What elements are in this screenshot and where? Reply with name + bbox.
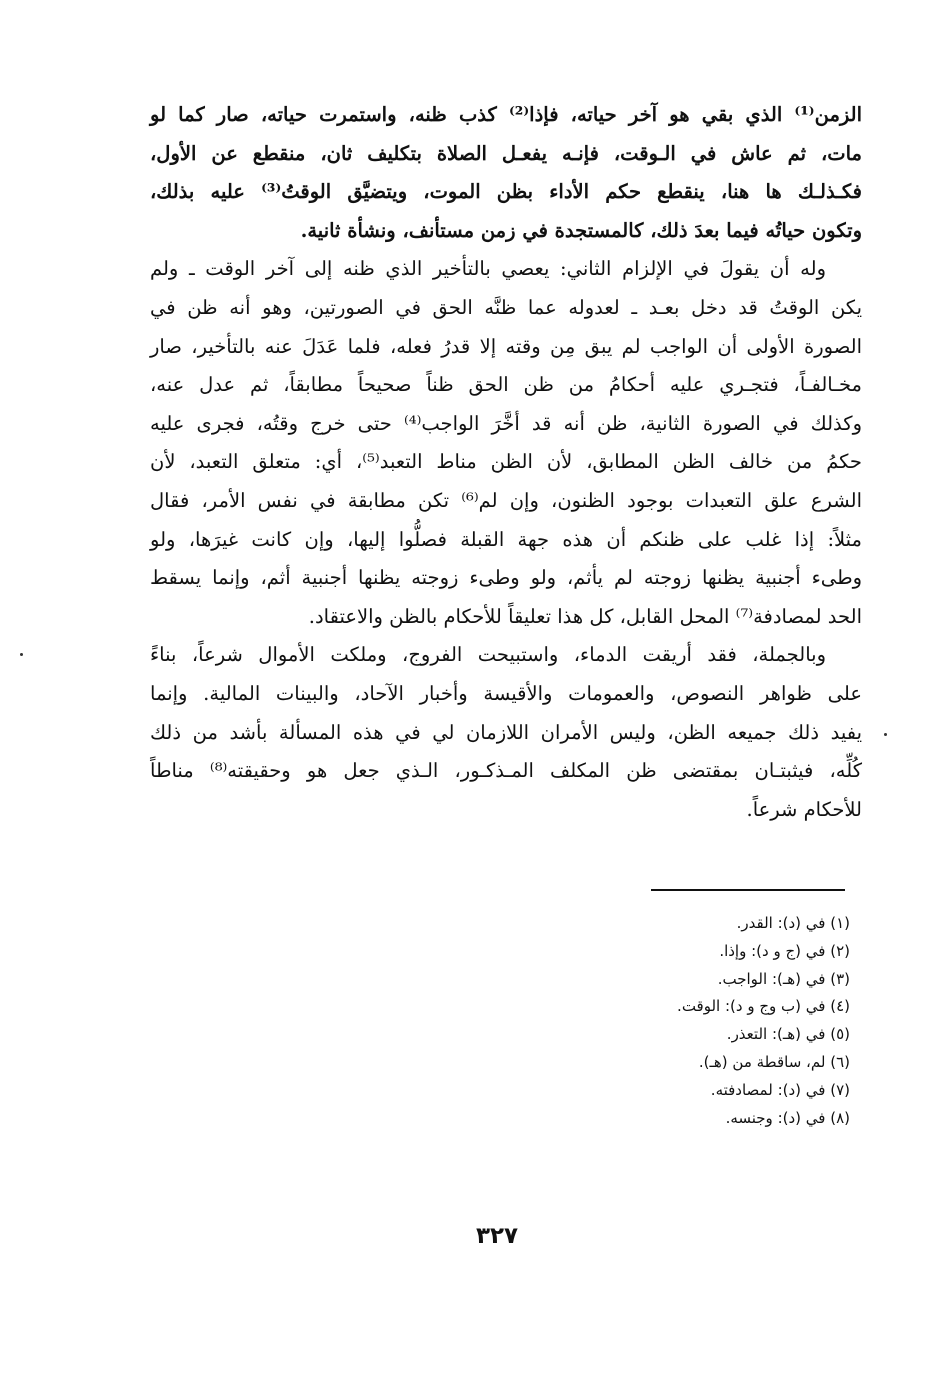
text-line: مات، ثم عاش في الـوقت، فإنـه يفعـل الصلاة بتكليف ثان، منقطع عن الأول، (150, 141, 862, 165)
footnote: (١) في (د): القدر. (736, 914, 850, 932)
text-line: كُلِّه، فيثبتـان بمقتضى ظن المكلف المـذكـور، الـذي جعل هو وحقيقته⁽⁸⁾ مناطاً (150, 759, 862, 783)
text-line: على ظواهر النصوص، والعمومات والأقيسة وأخبار الآحاد، والبينات المالية. وإنما (150, 681, 862, 705)
footnote: (٣) في (هـ): الواجب. (717, 969, 850, 988)
text-line: مثلاً: إذا غلب على ظنكم أن هذه جهة القبلة فصلُّوا إليها، وإن كانت غيرَها، ولو (150, 527, 862, 551)
footnote-separator (651, 889, 845, 891)
footnote: (٥) في (هـ): التعذر. (726, 1025, 850, 1044)
text-line: وبالجملة، فقد أريقت الدماء، واستبيحت الفروج، وملكت الأموال شرعاً، بناءً (150, 643, 826, 667)
text-line: يفيد ذلك جميعه الظن، وليس الأمران اللازمان لي في هذه المسألة بأشد من ذلك (150, 720, 862, 744)
footnotes-list (560, 910, 850, 1132)
text-line: وتكون حياتُه فيما بعدَ ذلك، كالمستجدة في زمن مستأنف، ونشأة ثانية. (300, 218, 862, 242)
scan-speck (20, 653, 23, 656)
scan-speck (884, 733, 887, 736)
paragraph-2 (150, 250, 862, 636)
page-number: ٣٢٧ (475, 1223, 519, 1249)
text-line: الشرع علق التعبدات بوجود الظنون، وإن لم⁽⁶⁾ تكن مطابقة في نفس الأمر، فقال (150, 488, 862, 512)
text-line: وطىء أجنبية يظنها زوجته لم يأثم، ولو وطىء زوجته يظنها أجنبية أثم، وإنما يسقط (150, 566, 862, 590)
text-line: حكمُ من خالف الظن المطابق، لأن الظن مناط التعبد⁽⁵⁾، أي: متعلق التعبد، لأن (150, 450, 862, 474)
text-line: مخـالفـاً، فتجـري عليه أحكامُ من ظن الحق ظناً صحيحاً مطابقاً، ثم عدل عنه، (150, 373, 862, 397)
text-line: يكن الوقتُ قد دخل بعـد ـ لعدوله عما ظنَّه الحق في الصورتين، وهو أنه ظن في (150, 295, 862, 319)
text-line: وكذلك في الصورة الثانية، ظن أنه قد أخَّرَ الواجب⁽⁴⁾ حتى خرج وقتُه، فجرى عليه (150, 411, 862, 435)
footnote: (٦) لم، ساقطة من (هـ). (698, 1052, 850, 1071)
text-line: الزمن⁽¹⁾ الذي بقي هو آخر حياته، فإذا⁽²⁾ كذب ظنه، واستمرت حياته، صار كما لو (150, 103, 863, 126)
paragraph-1 (150, 96, 862, 250)
text-line: فكـذلـك ها هنا، ينقطع حكم الأداء بظن الموت، ويتضيَّق الوقتُ⁽³⁾ عليه بذلك، (150, 180, 862, 204)
text-line: الصورة الأولى أن الواجب لم يبق مِن وقته إلا قدرُ فعله، فلما عَدَلَ عنه بالتأخير، صار (150, 334, 862, 358)
footnote: (٢) في (ج و د): وإذا. (719, 941, 850, 960)
paragraph-3 (150, 636, 862, 829)
footnote: (٨) في (د): وجنسه. (725, 1108, 850, 1127)
main-text (150, 96, 862, 829)
text-line: الحد لمصادفة⁽⁷⁾ المحل القابل، كل هذا تعليقاً للأحكام بالظن والاعتقاد. (308, 604, 862, 628)
footnote: (٤) في (ب وج و د): الوقت. (677, 997, 850, 1016)
text-line: وله أن يقولَ في الإلزام الثاني: يعصي بالتأخير الذي ظنه إلى آخر الوقت ـ ولم (150, 257, 826, 281)
footnote: (٧) في (د): لمصادفته. (710, 1080, 850, 1099)
text-line: للأحكام شرعاً. (746, 797, 862, 821)
